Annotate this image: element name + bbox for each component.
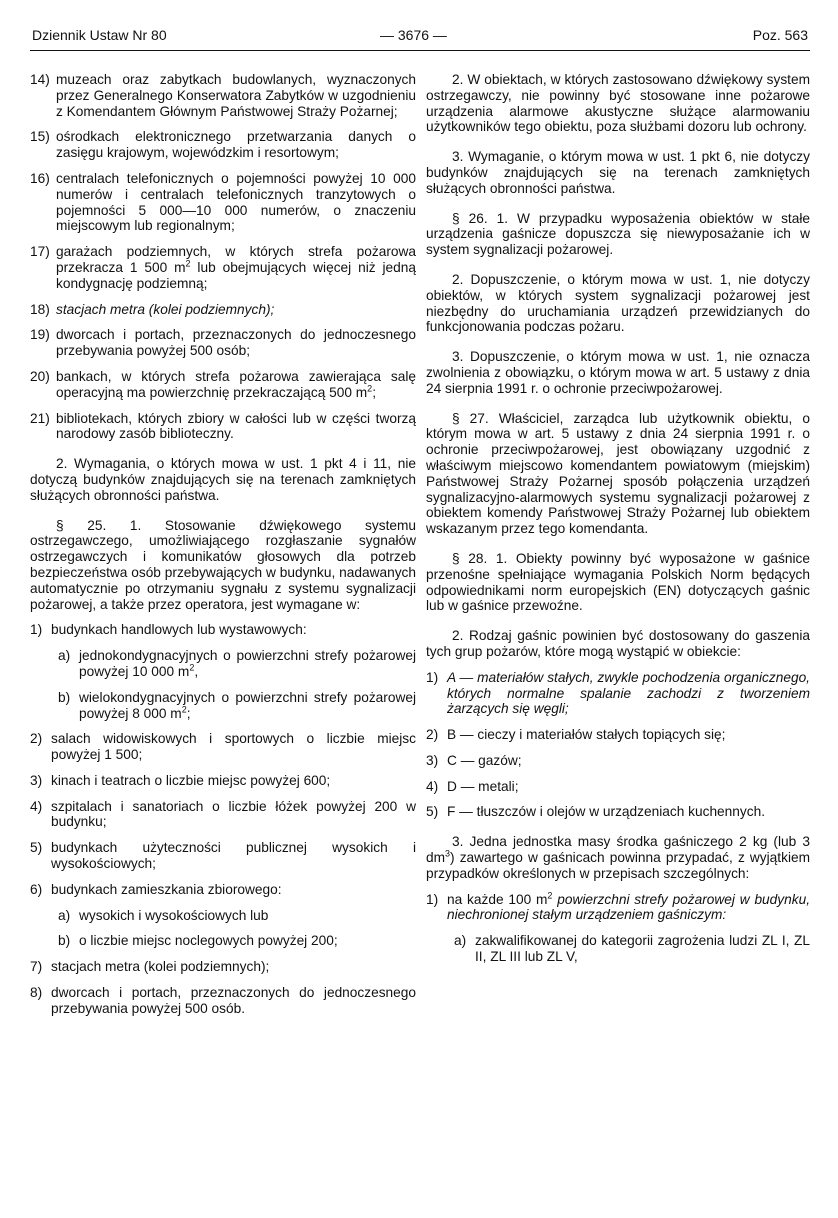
list-item-17: 17) garażach podziemnych, w których strefa pożarowa przekracza 1 500 $m^2$ lub obejmujących więcej niż jedną kondygnację podziemną; — [30, 244, 416, 291]
list-item-g1a: a) zakwalifikowanej do kategorii zagrożenia ludzi ZL I, ZL II, ZL III lub ZL V, — [454, 933, 810, 965]
list-item-s6a: a) wysokich i wysokościowych lub — [58, 907, 269, 923]
list-item-s1a: a) jednokondygnacyjnych o powierzchni strefy pożarowej powyżej 10 000 $m^2$, — [58, 648, 416, 679]
list-item-16: 16) centralach telefonicznych o pojemności powyżej 10 000 numerów i centralach telefonicznych tranzytowych o pojemności 5 000—10 000 numerów, o znaczeniu miejscowym lub regionalnym; — [30, 170, 416, 234]
list-item-s8: 8) dworcach i portach, przeznaczonych do jednoczesnego przebywania powyżej 500 osób. — [30, 985, 416, 1016]
paragraph-section-26-ust-2: 2. Dopuszczenie, o którym mowa w ust. 1, nie dotyczy obiektów, w których system sygnalizacji pożarowej jest niezbędny do uruchamiania urządzeń przewidzianych do funkcjonowania podczas pożaru. — [426, 271, 810, 335]
list-item-s6b: b) o liczbie miejsc noclegowych powyżej 200; — [58, 933, 338, 949]
fire-class-a: 1) A — materiałów stałych, zwykle pochodzenia organicznego, których normalne spalanie zachodzi z tworzeniem żarzących się węgli; — [426, 669, 810, 717]
list-item-s3: 3) kinach i teatrach o liczbie miejsc powyżej 600; — [30, 772, 331, 788]
paragraph-section-28-ust-2: 2. Rodzaj gaśnic powinien być dostosowany do gaszenia tych grup pożarów, które mogą wystąpić w obiekcie: — [426, 628, 810, 659]
paragraph-section-28-ust-3: 3. Jedna jednostka masy środka gaśniczego 2 kg (lub 3 $dm^3$) zawartego w gaśnicach powinna przypadać, z wyjątkiem przypadków określonych w przepisach szczególnych: — [426, 834, 810, 881]
paragraph-ust-2-alarm: 2. W obiektach, w których zastosowano dźwiękowy system ostrzegawczy, nie powinny być stosowane inne pożarowe urządzenia alarmowe akustyczne służące alarmowaniu użytkowników tego obiektu, poza służbami dozoru lub ochrony. — [426, 72, 810, 135]
paragraph-ust-3: 3. Wymaganie, o którym mowa w ust. 1 pkt 6, nie dotyczy budynków znajdujących się na terenach zamkniętych służących obronności państwa. — [426, 149, 810, 196]
right-column — [426, 72, 810, 975]
paragraph-section-27: § 27. Właściciel, zarządca lub użytkownik obiektu, o którym mowa w art. 5 ustawy z dnia 24 sierpnia 1991 r. o ochronie przeciwpożarowej, jest obowiązany uzgodnić z właściwym miejscowo komendantem powiatowym (miejskim) Państwowej Straży Pożarnej sposób połączenia urządzeń sygnalizacyjno-alarmowych systemu sygnalizacji pożarowej z obiektem komendy Państwowej Straży Pożarnej lub obiektem wskazanym przez tego komendanta. — [426, 410, 810, 537]
header-rule — [30, 50, 810, 51]
list-item-s5: 5) budynkach użyteczności publicznej wysokich i wysokościowych; — [30, 840, 416, 872]
list-item-s6: 6) budynkach zamieszkania zbiorowego: — [30, 881, 282, 897]
list-item-g1: 1) na każde 100 $m^2$ powierzchni strefy pożarowej w budynku, niechronionej stałym urządzeniem gaśniczym: — [426, 890, 810, 923]
list-item-s1: 1) budynkach handlowych lub wystawowych: — [30, 622, 307, 638]
paragraph-section-25: § 25. 1. Stosowanie dźwiękowego systemu ostrzegawczego, umożliwiającego rozgłaszanie sygnałów ostrzegawczych i komunikatów głosowych dla potrzeb bezpieczeństwa osób przebywających w budynku, nadawanych automatycznie po otrzymaniu sygnału z systemu sygnalizacji pożarowej, a także przez operatora, jest wymagane w: — [30, 517, 416, 612]
fire-class-f: 5) F — tłuszczów i olejów w urządzeniach kuchennych. — [426, 804, 765, 820]
list-item-21: 21) bibliotekach, których zbiory w całości lub w części tworzą narodowy zasób biblioteczny. — [30, 410, 416, 442]
left-column — [30, 72, 416, 1027]
list-item-14: 14) muzeach oraz zabytkach budowlanych, wyznaczonych przez Generalnego Konserwatora Zabytków w uzgodnieniu z Komendantem Głównym Państwowej Straży Pożarnej; — [30, 72, 416, 119]
fire-class-b: 2) B — cieczy i materiałów stałych topiących się; — [426, 727, 726, 743]
list-item-s4: 4) szpitalach i sanatoriach o liczbie łóżek powyżej 200 w budynku; — [30, 798, 416, 830]
fire-class-d: 4) D — metali; — [426, 778, 519, 794]
list-item-20: 20) bankach, w których strefa pożarowa zawierająca salę operacyjną ma powierzchnię przekraczającą 500 $m^2$; — [30, 368, 416, 400]
list-item-s2: 2) salach widowiskowych i sportowych o liczbie miejsc powyżej 1 500; — [30, 731, 416, 763]
paragraph-section-26-ust-3: 3. Dopuszczenie, o którym mowa w ust. 1, nie oznacza zwolnienia z obowiązku, o którym mowa w art. 5 ustawy z dnia 24 sierpnia 1991 r. o ochronie przeciwpożarowej. — [426, 349, 810, 396]
position-number: Poz. 563 — [752, 27, 808, 43]
list-item-18: 18) stacjach metra (kolei podziemnych); — [30, 301, 275, 317]
list-item-19: 19) dworcach i portach, przeznaczonych do jednoczesnego przebywania powyżej 500 osób; — [30, 327, 416, 359]
list-item-15: 15) ośrodkach elektronicznego przetwarzania danych o zasięgu krajowym, wojewódzkim i resortowym; — [30, 129, 416, 161]
page-number: — 3676 — — [380, 27, 447, 43]
list-item-s1b: b) wielokondygnacyjnych o powierzchni strefy pożarowej powyżej 8 000 $m^2$; — [58, 689, 416, 721]
paragraph-section-26: § 26. 1. W przypadku wyposażenia obiektów w stałe urządzenia gaśnicze dopuszcza się niewyposażanie ich w system sygnalizacji pożarowej. — [426, 210, 810, 258]
journal-title: Dziennik Ustaw Nr 80 — [32, 27, 167, 43]
fire-class-c: 3) C — gazów; — [426, 752, 522, 768]
paragraph-section-28: § 28. 1. Obiekty powinny być wyposażone w gaśnice przenośne spełniające wymagania Polskich Norm będących odpowiednikami norm europejskich (EN) dotyczących gaśnic lub w gaśnice przewoźne. — [426, 550, 810, 614]
paragraph-ust-2: 2. Wymagania, o których mowa w ust. 1 pkt 4 i 11, nie dotyczą budynków znajdujących się na terenach zamkniętych służących obronności państwa. — [30, 456, 416, 503]
list-item-s7: 7) stacjach metra (kolei podziemnych); — [30, 959, 270, 975]
